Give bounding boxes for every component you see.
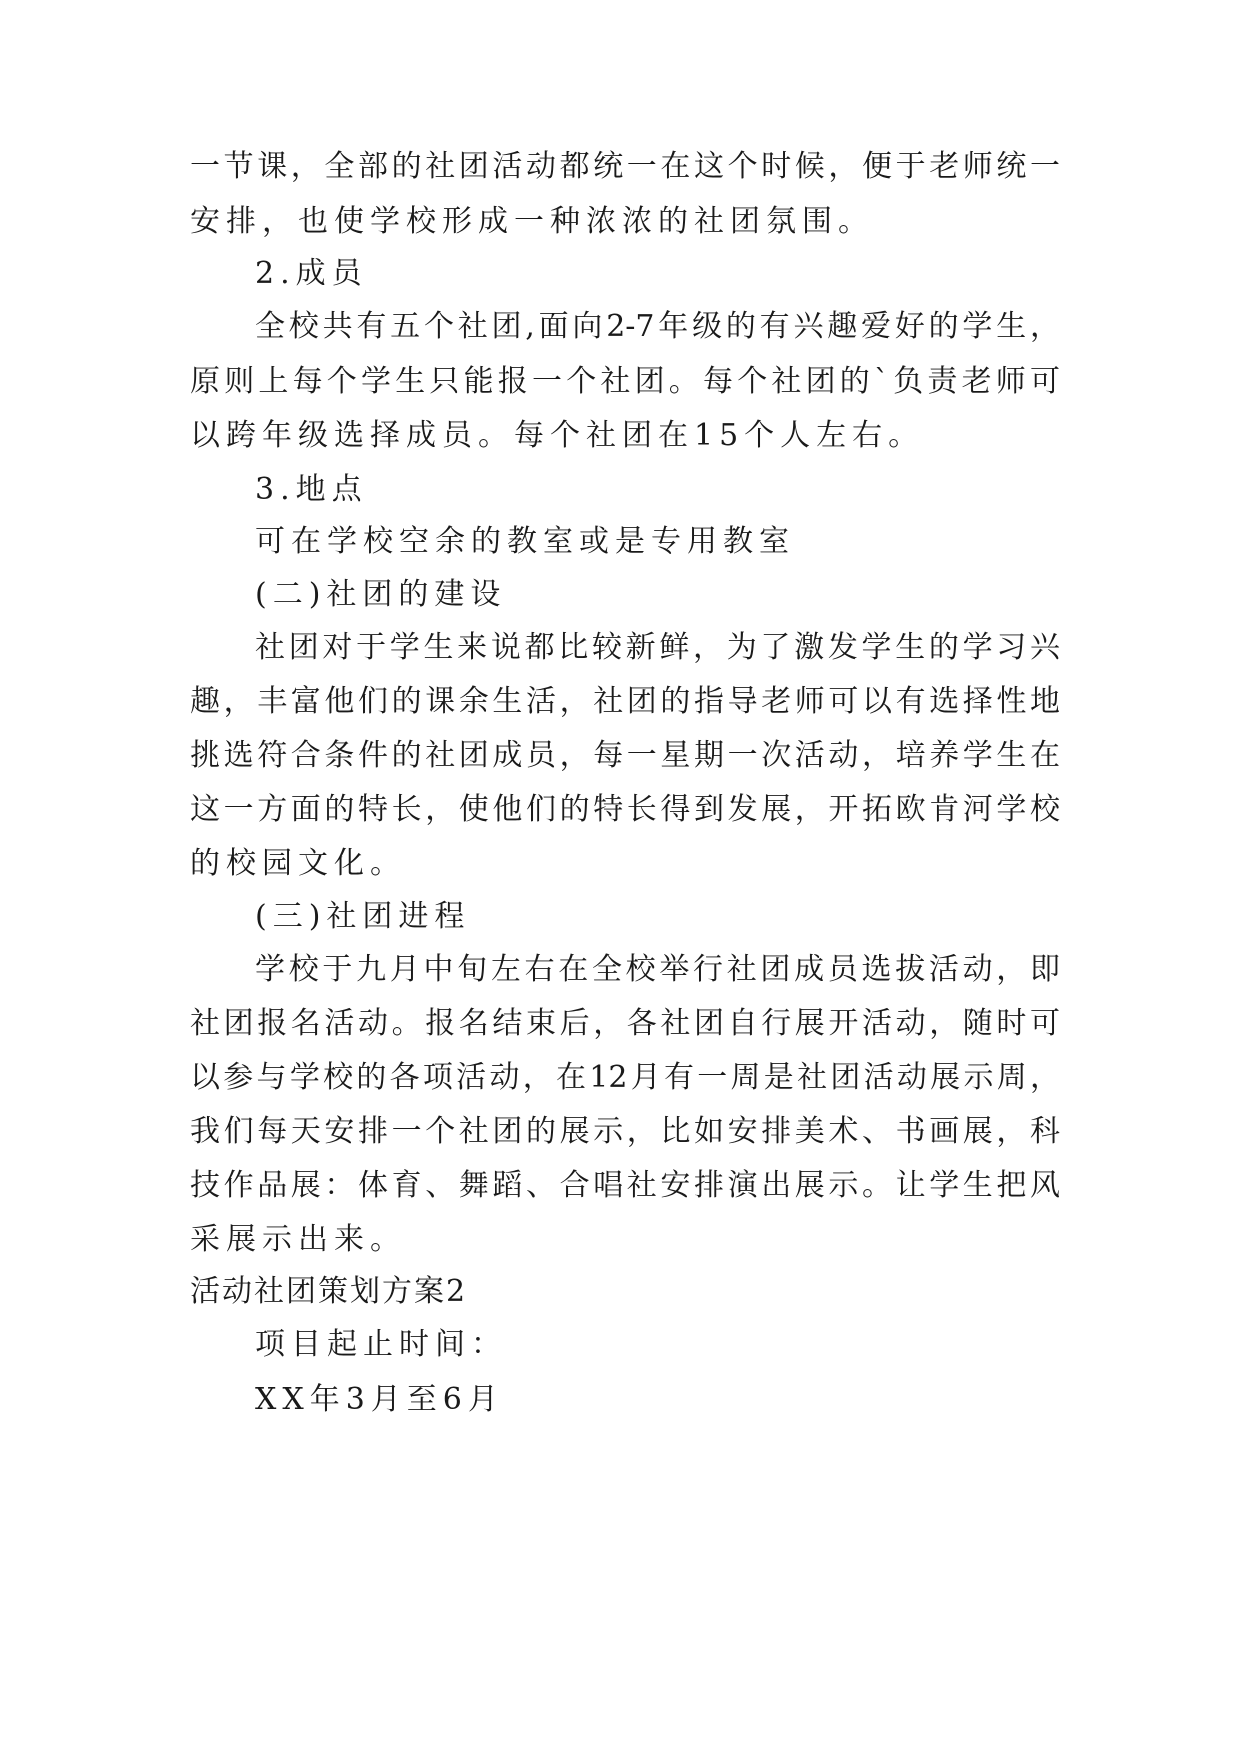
paragraph-line: 全校共有五个社团,面向2-7年级的有兴趣爱好的学生，: [255, 309, 1060, 344]
paragraph-line: 一节课，全部的社团活动都统一在这个时候，便于老师统一: [190, 149, 1060, 184]
paragraph-line: 社团对于学生来说都比较新鲜，为了激发学生的学习兴: [255, 630, 1060, 665]
paragraph-line: XX年3月至6月: [255, 1382, 504, 1417]
paragraph-line: 可在学校空余的教室或是专用教室: [255, 524, 795, 559]
paragraph-line: 这一方面的特长，使他们的特长得到发展，开拓欧肯河学校: [190, 792, 1060, 827]
paragraph-line: 安排，也使学校形成一种浓浓的社团氛围。: [190, 204, 874, 239]
paragraph-line: 的校园文化。: [190, 846, 406, 881]
section-heading: (二)社团的建设: [255, 577, 507, 612]
paragraph-line: 挑选符合条件的社团成员，每一星期一次活动，培养学生在: [190, 738, 1060, 773]
paragraph-line: 趣，丰富他们的课余生活，社团的指导老师可以有选择性地: [190, 684, 1060, 719]
document-title: 活动社团策划方案2: [190, 1274, 468, 1309]
paragraph-line: 以跨年级选择成员。每个社团在15个人左右。: [190, 418, 925, 453]
paragraph-line: 以参与学校的各项活动，在12月有一周是社团活动展示周，: [190, 1060, 1060, 1095]
paragraph-line: 项目起止时间：: [255, 1327, 507, 1362]
paragraph-line: 采展示出来。: [190, 1222, 406, 1257]
paragraph-line: 学校于九月中旬左右在全校举行社团成员选拔活动，即: [255, 952, 1060, 987]
section-heading: 2.成员: [255, 256, 368, 291]
section-heading: (三)社团进程: [255, 899, 471, 934]
section-heading: 3.地点: [255, 472, 368, 507]
paragraph-line: 我们每天安排一个社团的展示，比如安排美术、书画展，科: [190, 1114, 1060, 1149]
paragraph-line: 技作品展：体育、舞蹈、合唱社安排演出展示。让学生把风: [190, 1168, 1060, 1203]
paragraph-line: 社团报名活动。报名结束后，各社团自行展开活动，随时可: [190, 1006, 1060, 1041]
paragraph-line: 原则上每个学生只能报一个社团。每个社团的`负责老师可: [190, 364, 1060, 399]
